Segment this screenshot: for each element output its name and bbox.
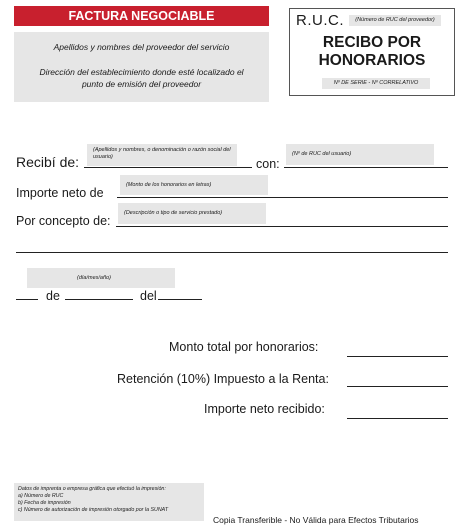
imprenta-item-a: a) Número de RUC [18,493,64,499]
de-label: de [46,289,60,303]
retencion-line[interactable] [347,386,448,387]
concepto-line-1[interactable] [116,226,448,227]
provider-address: Dirección del establecimiento donde esté localizado el punto de emisión del proveedor [39,67,244,89]
imprenta-item-b: b) Fecha de impresión [18,500,71,506]
importe-line[interactable] [117,197,448,198]
ruc-label: R.U.C. [296,12,344,29]
con-label: con: [256,157,280,171]
ruc-usuario-line[interactable] [284,167,448,168]
year-line[interactable] [158,299,202,300]
del-label: del [140,289,157,303]
ruc-number-hint: (Número de RUC del proveedor) [349,15,441,26]
banner-factura-negociable: FACTURA NEGOCIABLE [14,6,269,26]
imprenta-title: Datos de imprenta o empresa gráfica que efectuó la impresión: [18,486,166,492]
recibi-label: Recibí de: [16,154,80,170]
importe-hint: (Monto de los honorarios en letras) [120,175,268,195]
imprenta-box [14,483,204,521]
title-line-2: HONORARIOS [318,52,426,69]
importe-neto-recibido-label: Importe neto recibido: [204,402,325,416]
concepto-label: Por concepto de: [16,214,111,228]
title-line-1: RECIBO POR [322,34,422,51]
day-line[interactable] [16,299,38,300]
month-line[interactable] [65,299,133,300]
ruc-usuario-hint: (Nº de RUC del usuario) [286,144,434,165]
imprenta-item-c: c) Número de autorización de impresión otorgado por la SUNAT [18,507,169,513]
importe-neto-label: Importe neto de [16,186,104,200]
monto-total-line[interactable] [347,356,448,357]
recibi-line[interactable] [84,167,252,168]
document-title [289,34,455,70]
retencion-label: Retención (10%) Impuesto a la Renta: [117,372,329,386]
concepto-hint: (Descripción o tipo de servicio prestado) [118,203,266,224]
importe-neto-recibido-line[interactable] [347,418,448,419]
concepto-line-2[interactable] [16,252,448,253]
copia-transferible-note: Copia Transferible - No Válida para Efectos Tributarios [213,515,419,525]
serie-hint: Nº DE SERIE - Nº CORRELATIVO [322,78,430,89]
provider-name: Apellidos y nombres del proveedor del servicio [53,42,230,52]
recibi-hint: (Apellidos y nombres, o denominación o razón social del usuario) [87,144,237,166]
monto-total-label: Monto total por honorarios: [169,340,319,354]
fecha-hint: (día/mes/año) [27,268,175,288]
